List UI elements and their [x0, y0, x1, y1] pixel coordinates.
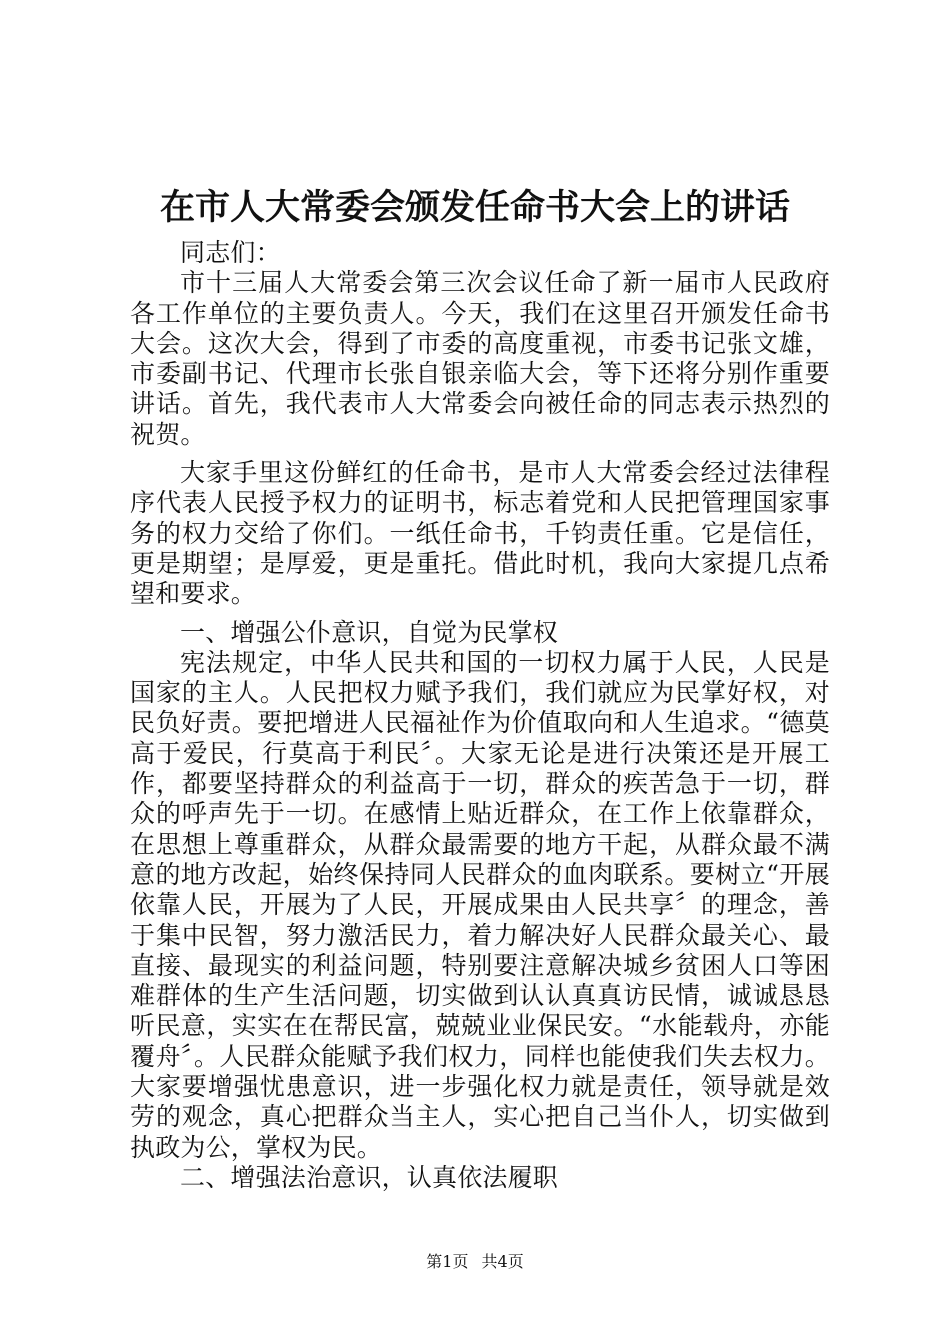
page-number: 第1页: [426, 1252, 469, 1271]
paragraph-appointment: 大家手里这份鲜红的任命书，是市人大常委会经过法律程序代表人民授予权力的证明书，标志着党和人民把管理国家事务的权力交给了你们。一纸任命书，千钧责任重。它是信任，更是期望；是厚爱，更是重托。借此时机，我向大家提几点希望和要求。: [130, 458, 830, 609]
paragraph-section-1: 宪法规定，中华人民共和国的一切权力属于人民，人民是国家的主人。人民把权力赋予我们，我们就应为民掌好权，对民负好责。要把增进人民福祉作为价值取向和人生追求。“德莫高于爱民，行莫高于利民〞。大家无论是进行决策还是开展工作，都要坚持群众的利益高于一切，群众的疾苦急于一切，群众的呼声先于一切。在感情上贴近群众，在工作上依靠群众，在思想上尊重群众，从群众最需要的地方干起，从群众最不满意的地方改起，始终保持同人民群众的血肉联系。要树立“开展依靠人民，开展为了人民，开展成果由人民共享〞的理念，善于集中民智，努力激活民力，着力解决好人民群众最关心、最直接、最现实的利益问题，特别要注意解决城乡贫困人口等困难群体的生产生活问题，切实做到认认真真访民情，诚诚恳恳听民意，实实在在帮民富，兢兢业业保民安。“水能载舟，亦能覆舟〞。人民群众能赋予我们权力，同样也能使我们失去权力。大家要增强忧患意识，进一步强化权力就是责任，领导就是效劳的观念，真心把群众当主人，实心把自己当仆人，切实做到执政为公，掌权为民。: [130, 647, 830, 1162]
section-heading-1: 一、增强公仆意识，自觉为民掌权: [180, 617, 559, 647]
paragraph-opening: 市十三届人大常委会第三次会议任命了新一届市人民政府各工作单位的主要负责人。今天，我们在这里召开颁发任命书大会。这次大会，得到了市委的高度重视，市委书记张文雄，市委副书记、代理市长张自银亲临大会，等下还将分别作重要讲话。首先，我代表市人大常委会向被任命的同志表示热烈的祝贺。: [130, 268, 830, 449]
document-title: 在市人大常委会颁发任命书大会上的讲话: [159, 187, 790, 228]
section-heading-2: 二、增强法治意识，认真依法履职: [180, 1162, 559, 1192]
page-total: 共4页: [481, 1252, 524, 1271]
greeting: 同志们：: [180, 238, 281, 267]
document-body: [130, 238, 830, 1193]
page-footer: [0, 1252, 950, 1272]
